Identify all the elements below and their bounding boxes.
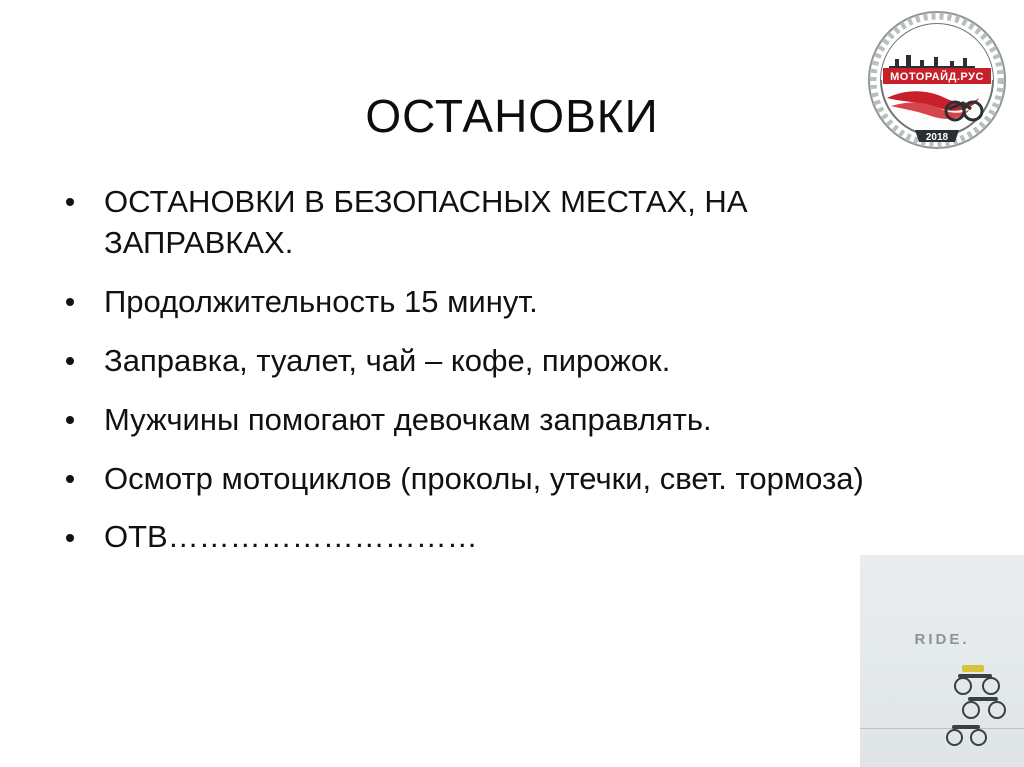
list-item-label: ОСТАНОВКИ В БЕЗОПАСНЫХ МЕСТАХ, НА ЗАПРАВКАХ. <box>104 184 748 260</box>
svg-text:МОТОРАЙД.РУС: МОТОРАЙД.РУС <box>890 71 984 83</box>
svg-text:2018: 2018 <box>925 132 949 143</box>
photo-ground-line <box>860 728 1024 729</box>
bullet-dot-icon <box>66 475 74 483</box>
motorcycle-icon <box>960 693 1014 723</box>
list-item <box>52 517 912 558</box>
list-item-label: Продолжительность 15 минут. <box>104 283 538 319</box>
list-item <box>52 459 912 500</box>
motorcycle-icon <box>952 665 1006 695</box>
list-item <box>52 341 912 382</box>
bullet-list <box>52 182 912 576</box>
bullet-dot-icon <box>66 298 74 306</box>
bullet-dot-icon <box>66 198 74 206</box>
list-item-label: ОТВ………………………… <box>104 519 478 555</box>
list-item-label: Мужчины помогают девочкам заправлять. <box>104 401 712 437</box>
ride-photo <box>860 555 1024 767</box>
list-item <box>52 400 912 441</box>
list-item-label: Осмотр мотоциклов (проколы, утечки, свет. тормоза) <box>104 460 864 496</box>
motorcycle-icon <box>944 721 998 751</box>
bullet-dot-icon <box>66 357 74 365</box>
list-item-label: Заправка, туалет, чай – кофе, пирожок. <box>104 342 671 378</box>
bullet-dot-icon <box>66 416 74 424</box>
ride-caption: RIDE. <box>914 631 970 648</box>
list-item <box>52 282 912 323</box>
list-item <box>52 182 912 264</box>
page-title: ОСТАНОВКИ <box>365 89 659 142</box>
motoride-logo-icon <box>867 10 1007 150</box>
bullet-dot-icon <box>66 534 74 542</box>
